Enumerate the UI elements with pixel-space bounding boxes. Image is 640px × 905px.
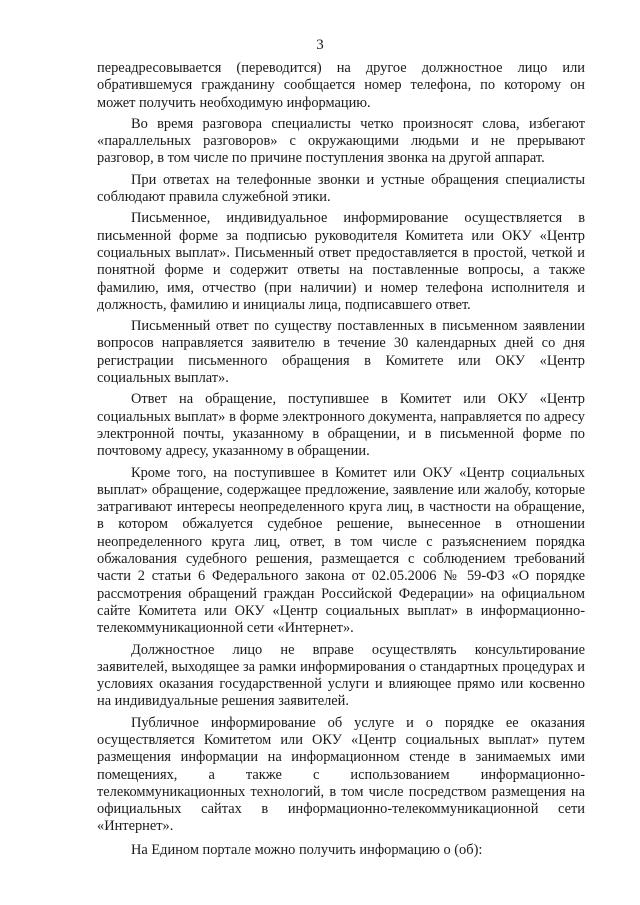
paragraph-service-ethics: При ответах на телефонные звонки и устные обращения специалисты соблюдают правила служебной этики. [97,171,585,206]
paragraph-electronic-response: Ответ на обращение, поступившее в Комитет или ОКУ «Центр социальных выплат» в форме электронного документа, направляется по адресу электронной почты, указанному в обращении, и в письменной форме по почтовому адресу, указанному в обращении. [97,391,585,460]
paragraph-public-informing: Публичное информирование об услуге и о порядке ее оказания осуществляется Комитетом или ОКУ «Центр социальных выплат» путем размещения информации на информационном стенде в занимаемых ими помещениях, а также с использованием информационно-телекоммуникационных технологий, в том числе посредством размещения на официальных сайтах в информационно-телекоммуникационной сети «Интернет». [97,714,585,835]
paragraph-written-informing: Письменное, индивидуальное информирование осуществляется в письменной форме за подписью руководителя Комитета или ОКУ «Центр социальных выплат». Письменный ответ предоставляется в простой, четкой и понятной форме и содержит ответы на поставленные вопросы, а также фамилию, имя, отчество (при наличии) и номер телефона исполнителя и должность, фамилию и инициалы лица, подписавшего ответ. [97,210,585,313]
page-number: 3 [316,37,324,53]
paragraph-unified-portal: На Едином портале можно получить информацию о (об): [131,841,483,858]
paragraph-consultation-limits: Должностное лицо не вправе осуществлять консультирование заявителей, выходящее за рамки информирования о стандартных процедурах и условиях оказания государственной услуги и влияющее прямо или косвенно на индивидуальные решения заявителей. [97,641,585,710]
paragraph-conversation-rules: Во время разговора специалисты четко произносят слова, избегают «параллельных разговоров» с окружающими людьми и не прерывают разговор, в том числе по причине поступления звонка на другой аппарат. [97,115,585,167]
paragraph-public-interest-response: Кроме того, на поступившее в Комитет или ОКУ «Центр социальных выплат» обращение, содержащее предложение, заявление или жалобу, которые затрагивают интересы неопределенного круга лиц, в частности на обращение, в котором обжалуется судебное решение, вынесенное в отношении неопределенного круга лиц, ответ, в том числе с разъяснением порядка обжалования судебного решения, размещается с соблюдением требований части 2 статьи 6 Федерального закона от 02.05.2006 № 59-ФЗ «О порядке рассмотрения обращений граждан Российской Федерации» на официальном сайте Комитета или ОКУ «Центр социальных выплат» в информационно-телекоммуникационной сети «Интернет». [97,464,585,637]
paragraph-response-deadline: Письменный ответ по существу поставленных в письменном заявлении вопросов направляется заявителю в течение 30 календарных дней со дня регистрации письменного обращения в Комитете или ОКУ «Центр социальных выплат». [97,318,585,387]
document-body [97,60,585,863]
paragraph-redirect-call: переадресовывается (переводится) на другое должностное лицо или обратившемуся гражданину сообщается номер телефона, по которому он может получить необходимую информацию. [97,60,585,111]
